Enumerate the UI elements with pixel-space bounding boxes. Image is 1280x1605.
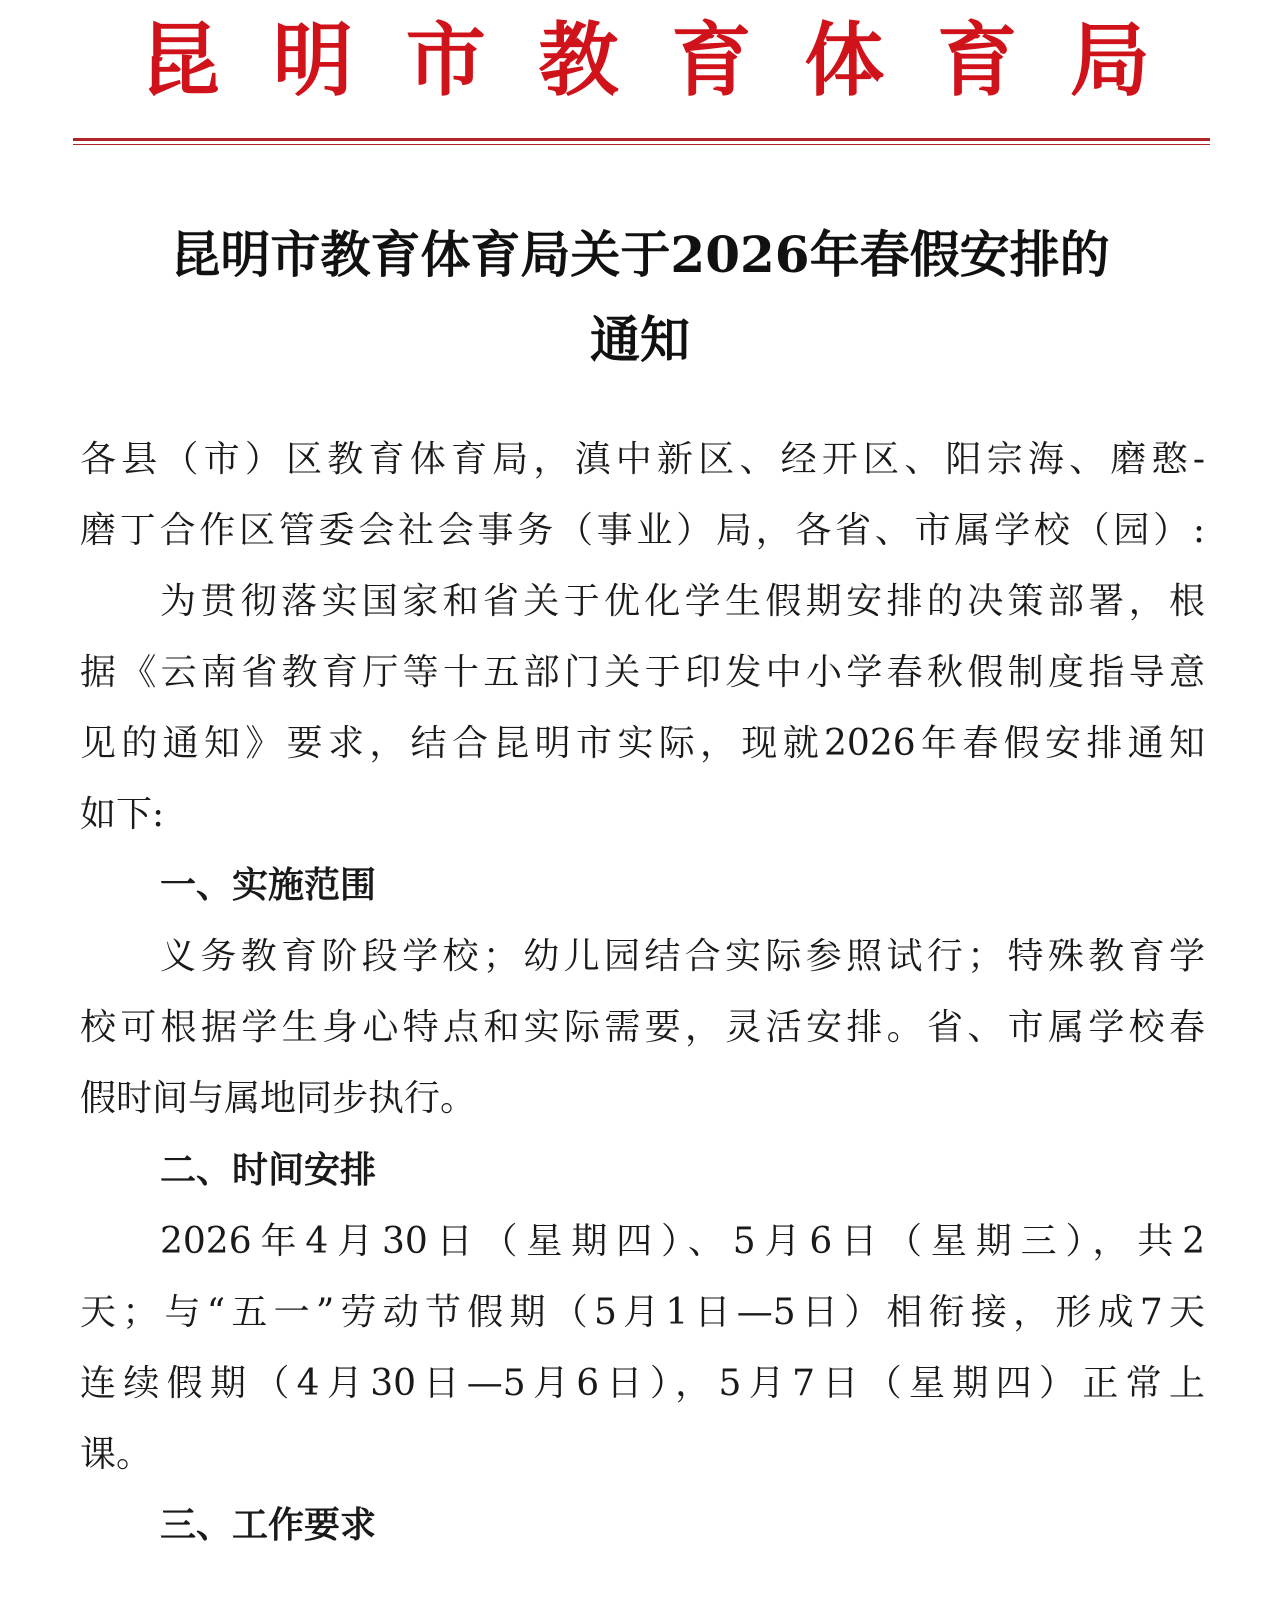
document-title-line2: 通知	[590, 310, 690, 369]
letterhead-char: 明	[272, 13, 353, 107]
section-heading: 二、时间安排	[160, 1150, 377, 1191]
body-line: 磨丁合作区管委会社会事务（事业）局，各省、市属学校（园）:	[80, 510, 1205, 551]
letterhead-char: 育	[671, 13, 752, 107]
letterhead	[140, 10, 1150, 110]
letterhead-char: 局	[1069, 13, 1150, 107]
document-title: 昆明市教育体育局关于2026年春假安排的	[170, 225, 1110, 284]
body-line: 据《云南省教育厅等十五部门关于印发中小学春秋假制度指导意	[80, 652, 1205, 693]
body-line: 校可根据学生身心特点和实际需要，灵活安排。省、市属学校春	[80, 1007, 1205, 1048]
red-divider-thin	[73, 144, 1210, 145]
body-line: 连续假期（4月30日—5月6日），5月7日（星期四）正常上	[80, 1363, 1205, 1404]
body-line: 2026年4月30日（星期四）、5月6日（星期三），共2	[160, 1221, 1205, 1262]
letterhead-char: 教	[538, 13, 619, 107]
body-line: 各县（市）区教育体育局，滇中新区、经开区、阳宗海、磨憨-	[80, 439, 1205, 480]
body-line: 为贯彻落实国家和省关于优化学生假期安排的决策部署，根	[160, 581, 1205, 622]
letterhead-char: 昆	[140, 13, 220, 107]
red-divider	[73, 138, 1210, 141]
body-line: 见的通知》要求，结合昆明市实际，现就2026年春假安排通知	[80, 723, 1205, 764]
body-line: 如下:	[80, 794, 165, 835]
letterhead-char: 育	[937, 13, 1018, 107]
body-line: 课。	[80, 1434, 153, 1475]
letterhead-char: 市	[405, 13, 486, 107]
body-line: 义务教育阶段学校；幼儿园结合实际参照试行；特殊教育学	[160, 936, 1205, 977]
section-heading: 三、工作要求	[160, 1505, 377, 1546]
section-heading: 一、实施范围	[160, 865, 377, 906]
letterhead-char: 体	[804, 13, 885, 107]
body-line: 天；与“五一”劳动节假期（5月1日—5日）相衔接，形成7天	[80, 1292, 1205, 1333]
body-line: 假时间与属地同步执行。	[80, 1078, 477, 1119]
